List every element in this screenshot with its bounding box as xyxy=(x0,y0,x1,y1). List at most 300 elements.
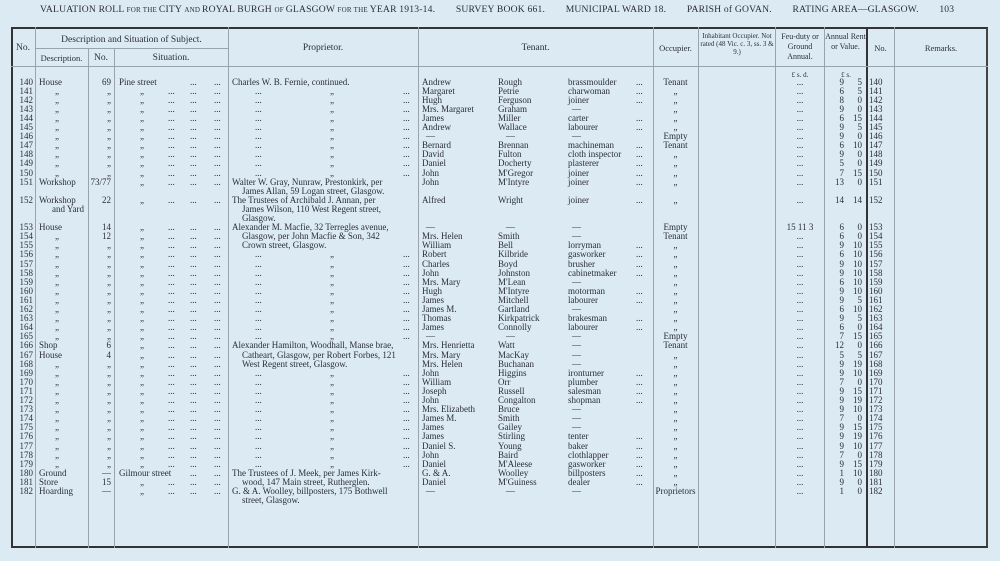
description: „ xyxy=(55,322,59,333)
situation: „ xyxy=(140,458,144,469)
row-number-right: 164 xyxy=(869,322,883,333)
leader-dots: ... xyxy=(403,258,410,269)
row-number: 158 xyxy=(19,267,33,278)
leader-dots: ... xyxy=(168,85,175,96)
leader-dots: ... xyxy=(214,131,221,142)
rent-pounds: 6 xyxy=(839,140,844,151)
leader-dots: ... xyxy=(168,367,175,378)
feu-duty: ... xyxy=(796,140,804,151)
rent-pounds: 9 xyxy=(839,458,844,469)
occupier: Empty xyxy=(663,131,688,142)
feu-duty: ... xyxy=(796,112,804,123)
feu-duty: ... xyxy=(796,476,804,487)
occupier: „ xyxy=(673,276,678,287)
row-number: 170 xyxy=(19,376,33,387)
tenant-surname: MacKay xyxy=(498,349,529,360)
occupier: „ xyxy=(673,267,678,278)
rent-pounds: 9 xyxy=(839,404,844,415)
row-number-right: 156 xyxy=(869,249,883,260)
subject-number: „ xyxy=(107,367,111,378)
title-word: FOR THE xyxy=(337,6,370,14)
tenant-surname: — xyxy=(506,331,515,342)
header-subdivider xyxy=(35,48,228,49)
leader-dots: ... xyxy=(636,440,643,451)
occupier: „ xyxy=(673,176,678,187)
tenant-occupation: — xyxy=(572,358,581,369)
leader-dots: ... xyxy=(190,76,197,87)
leader-dots: ... xyxy=(168,231,175,242)
leader-dots: ... xyxy=(255,122,262,132)
leader-dots: ... xyxy=(168,131,175,142)
leader-dots: ... xyxy=(190,222,197,233)
tenant-surname: Docherty xyxy=(498,158,532,169)
leader-dots: ... xyxy=(255,131,262,142)
row-number: 175 xyxy=(19,422,33,433)
row-number-right: 147 xyxy=(869,140,883,151)
tenant-occupation: joiner xyxy=(568,94,589,105)
rent-pounds: 8 xyxy=(839,94,844,105)
tenant-surname: Mitchell xyxy=(498,294,529,305)
row-number-right: 151 xyxy=(869,176,883,187)
rent-pounds: 13 xyxy=(835,176,844,187)
rent-shillings: 15 xyxy=(853,458,862,469)
feu-duty: ... xyxy=(796,122,804,132)
proprietor-ditto: „ xyxy=(330,304,334,314)
situation: „ xyxy=(140,122,144,132)
tenant-first-name: John xyxy=(422,395,440,405)
leader-dots: ... xyxy=(255,376,262,387)
leader-dots: ... xyxy=(636,167,643,178)
rent-shillings: 15 xyxy=(853,385,862,396)
tenant-occupation: carter xyxy=(568,112,589,123)
tenant-first-name: Joseph xyxy=(422,385,447,396)
rent-pounds: 6 xyxy=(839,249,844,260)
leader-dots: ... xyxy=(636,395,643,405)
col-header-description: Description. xyxy=(40,53,83,63)
row-number: 180 xyxy=(19,467,33,478)
subject-number: „ xyxy=(107,285,111,296)
tenant-first-name: Andrew xyxy=(422,76,451,87)
leader-dots: ... xyxy=(214,331,221,342)
subject-number: „ xyxy=(107,294,111,305)
subject-number: 12 xyxy=(102,231,111,242)
leader-dots: ... xyxy=(190,240,197,251)
leader-dots: ... xyxy=(190,322,197,333)
description: „ xyxy=(55,112,59,123)
rent-shillings: 0 xyxy=(857,176,862,187)
leader-dots: ... xyxy=(168,476,175,487)
row-number: 144 xyxy=(19,112,33,123)
leader-dots: ... xyxy=(403,367,410,378)
proprietor-line: Walter W. Gray, Nunraw, Prestonkirk, per xyxy=(232,176,383,187)
occupier: „ xyxy=(673,322,678,333)
occupier: „ xyxy=(673,376,678,387)
situation: „ xyxy=(140,140,144,151)
row-number: 147 xyxy=(19,140,33,151)
proprietor-ditto: „ xyxy=(330,140,334,151)
col-header-situation: Situation. xyxy=(152,53,190,63)
subject-number: „ xyxy=(107,258,111,269)
situation: „ xyxy=(140,476,144,487)
feu-duty: ... xyxy=(796,313,804,324)
description: House xyxy=(39,349,62,360)
table-row xyxy=(0,178,1000,187)
rent-shillings: 10 xyxy=(853,276,862,287)
tenant-surname: Smith xyxy=(498,413,520,424)
occupier: „ xyxy=(673,349,678,360)
row-number: 148 xyxy=(19,149,33,160)
leader-dots: ... xyxy=(168,486,175,496)
tenant-surname: Kilbride xyxy=(498,249,528,260)
situation: „ xyxy=(140,131,144,142)
rent-pounds: 9 xyxy=(839,149,844,160)
leader-dots: ... xyxy=(168,449,175,460)
tenant-first-name: — xyxy=(426,222,435,233)
proprietor-line: Catheart, Glasgow, per Robert Forbes, 121 xyxy=(242,349,396,360)
leader-dots: ... xyxy=(190,440,197,451)
municipal-ward: MUNICIPAL WARD 18. xyxy=(565,4,667,15)
description: Hoarding xyxy=(39,486,73,496)
situation: „ xyxy=(140,285,144,296)
row-number-right: 159 xyxy=(869,276,883,287)
rent-shillings: 10 xyxy=(853,285,862,296)
rent-shillings: 10 xyxy=(853,258,862,269)
subject-number: „ xyxy=(107,140,111,151)
tenant-surname: Petrie xyxy=(498,85,519,96)
rent-shillings: 10 xyxy=(853,440,862,451)
leader-dots: ... xyxy=(403,122,410,132)
feu-duty: ... xyxy=(796,194,804,205)
leader-dots: ... xyxy=(255,258,262,269)
rent-shillings: 0 xyxy=(857,322,862,333)
leader-dots: ... xyxy=(168,358,175,369)
leader-dots: ... xyxy=(190,304,197,314)
occupier: „ xyxy=(673,440,678,451)
col-header-feu-duty: Feu-duty or Ground Annual. xyxy=(781,32,819,61)
row-number-right: 146 xyxy=(869,131,883,142)
leader-dots: ... xyxy=(403,376,410,387)
subject-number: „ xyxy=(107,313,111,324)
title-word: OF xyxy=(274,6,286,14)
col-header-annual-rent: Annual Rent or Value. xyxy=(825,32,866,51)
tenant-first-name: Mrs. Henrietta xyxy=(422,340,475,351)
subject-number: 4 xyxy=(106,349,111,360)
row-number: 172 xyxy=(19,395,33,405)
tenant-first-name: John xyxy=(422,167,440,178)
leader-dots: ... xyxy=(255,331,262,342)
feu-duty: ... xyxy=(796,340,804,351)
description: „ xyxy=(55,122,59,132)
leader-dots: ... xyxy=(214,103,221,114)
leader-dots: ... xyxy=(214,176,221,187)
subject-number: „ xyxy=(107,267,111,278)
description: „ xyxy=(55,376,59,387)
col-header-no: No. xyxy=(16,43,30,53)
subject-number: „ xyxy=(107,449,111,460)
occupier: „ xyxy=(673,112,678,123)
tenant-occupation: joiner xyxy=(568,194,589,205)
leader-dots: ... xyxy=(403,85,410,96)
tenant-surname: — xyxy=(506,222,515,233)
tenant-first-name: William xyxy=(422,240,452,251)
situation: „ xyxy=(140,258,144,269)
row-number-right: 167 xyxy=(869,349,883,360)
leader-dots: ... xyxy=(403,276,410,287)
description: Store xyxy=(39,476,58,487)
table-row xyxy=(0,487,1000,496)
leader-dots: ... xyxy=(636,285,643,296)
tenant-occupation: lorryman xyxy=(568,240,601,251)
subject-number: „ xyxy=(107,422,111,433)
proprietor-ditto: „ xyxy=(330,395,334,405)
leader-dots: ... xyxy=(214,140,221,151)
occupier: „ xyxy=(673,258,678,269)
row-number-right: 172 xyxy=(869,395,883,405)
leader-dots: ... xyxy=(403,431,410,442)
subject-number: „ xyxy=(107,149,111,160)
description: „ xyxy=(55,149,59,160)
leader-dots: ... xyxy=(255,449,262,460)
occupier: „ xyxy=(673,158,678,169)
leader-dots: ... xyxy=(403,395,410,405)
occupier: „ xyxy=(673,194,678,205)
tenant-first-name: — xyxy=(426,131,435,142)
rent-shillings: 10 xyxy=(853,467,862,478)
description: „ xyxy=(55,167,59,178)
tenant-surname: Higgins xyxy=(498,367,527,378)
description: House xyxy=(39,222,62,233)
subject-number: „ xyxy=(107,103,111,114)
leader-dots: ... xyxy=(214,431,221,442)
situation: „ xyxy=(140,103,144,114)
tenant-first-name: John xyxy=(422,176,440,187)
proprietor-ditto: „ xyxy=(330,404,334,415)
occupier: „ xyxy=(673,395,678,405)
feu-duty: ... xyxy=(796,367,804,378)
leader-dots: ... xyxy=(214,458,221,469)
tenant-first-name: James M. xyxy=(422,413,457,424)
description: „ xyxy=(55,422,59,433)
subject-number: „ xyxy=(107,458,111,469)
feu-duty: ... xyxy=(796,131,804,142)
rent-shillings: 5 xyxy=(857,85,862,96)
feu-duty: ... xyxy=(796,158,804,169)
situation: „ xyxy=(140,313,144,324)
tenant-occupation: motorman xyxy=(568,285,605,296)
leader-dots: ... xyxy=(403,267,410,278)
tenant-first-name: James xyxy=(422,422,444,433)
leader-dots: ... xyxy=(168,340,175,351)
leader-dots: ... xyxy=(214,376,221,387)
proprietor-ditto: „ xyxy=(330,413,334,424)
tenant-first-name: Margaret xyxy=(422,85,455,96)
tenant-occupation: brakesman xyxy=(568,313,607,324)
rent-pounds: 9 xyxy=(839,131,844,142)
leader-dots: ... xyxy=(403,131,410,142)
leader-dots: ... xyxy=(255,304,262,314)
feu-duty: ... xyxy=(796,94,804,105)
leader-dots: ... xyxy=(190,422,197,433)
tenant-occupation: dealer xyxy=(568,476,590,487)
subject-number: „ xyxy=(107,276,111,287)
description: „ xyxy=(55,440,59,451)
tenant-surname: M'Intyre xyxy=(498,285,530,296)
description: House xyxy=(39,76,62,87)
occupier: Tenant xyxy=(663,76,688,87)
rent-shillings: 0 xyxy=(857,486,862,496)
rent-shillings: 5 xyxy=(857,76,862,87)
tenant-occupation: — xyxy=(572,304,581,314)
occupier: „ xyxy=(673,103,678,114)
leader-dots: ... xyxy=(168,376,175,387)
tenant-occupation: — xyxy=(572,413,581,424)
description: „ xyxy=(55,367,59,378)
leader-dots: ... xyxy=(214,385,221,396)
occupier: „ xyxy=(673,385,678,396)
description: „ xyxy=(55,331,59,342)
situation: „ xyxy=(140,176,144,187)
tenant-occupation: — xyxy=(572,276,581,287)
occupier: „ xyxy=(673,313,678,324)
leader-dots: ... xyxy=(168,267,175,278)
tenant-surname: M'Intyre xyxy=(498,176,530,187)
tenant-surname: Rough xyxy=(498,76,523,87)
row-number-right: 166 xyxy=(869,340,883,351)
occupier: „ xyxy=(673,404,678,415)
leader-dots: ... xyxy=(190,231,197,242)
subject-number: „ xyxy=(107,304,111,314)
rent-shillings: 5 xyxy=(857,294,862,305)
feu-duty: ... xyxy=(796,285,804,296)
situation: „ xyxy=(140,385,144,396)
subject-number: „ xyxy=(107,85,111,96)
leader-dots: ... xyxy=(214,112,221,123)
tenant-first-name: Mrs. Margaret xyxy=(422,103,474,114)
tenant-surname: Miller xyxy=(498,112,521,123)
leader-dots: ... xyxy=(190,140,197,151)
row-number: 169 xyxy=(19,367,33,378)
feu-duty: ... xyxy=(796,231,804,242)
leader-dots: ... xyxy=(636,449,643,460)
description: and Yard xyxy=(52,203,85,214)
tenant-occupation: shopman xyxy=(568,395,601,405)
description: „ xyxy=(55,131,59,142)
rent-pounds: 6 xyxy=(839,112,844,123)
proprietor-line: street, Glasgow. xyxy=(242,495,300,506)
description: Ground xyxy=(39,467,67,478)
situation: „ xyxy=(140,349,144,360)
leader-dots: ... xyxy=(214,467,221,478)
row-number-right: 165 xyxy=(869,331,883,342)
rent-pounds: 12 xyxy=(835,340,844,351)
description: „ xyxy=(55,85,59,96)
description: „ xyxy=(55,385,59,396)
leader-dots: ... xyxy=(168,285,175,296)
rent-shillings: 15 xyxy=(853,112,862,123)
leader-dots: ... xyxy=(214,149,221,160)
leader-dots: ... xyxy=(214,158,221,169)
tenant-occupation: tenter xyxy=(568,431,589,442)
feu-duty: ... xyxy=(796,440,804,451)
proprietor-ditto: „ xyxy=(330,103,334,114)
leader-dots: ... xyxy=(190,167,197,178)
situation: „ xyxy=(140,231,144,242)
leader-dots: ... xyxy=(636,194,643,205)
col-header-inhabitant-occupier: Inhabitant Occupier. Not rated (48 Vic. c. 3, ss. 3 & 9.) xyxy=(700,32,774,56)
rent-pounds: 6 xyxy=(839,222,844,233)
description: „ xyxy=(55,285,59,296)
tenant-first-name: Daniel xyxy=(422,458,446,469)
row-number: 173 xyxy=(19,404,33,415)
table-row xyxy=(0,205,1000,214)
rating-area: RATING AREA—GLASGOW. xyxy=(792,4,919,15)
tenant-surname: Wright xyxy=(498,194,524,205)
leader-dots: ... xyxy=(214,222,221,233)
row-number: 166 xyxy=(19,340,33,351)
rent-pounds: 6 xyxy=(839,231,844,242)
leader-dots: ... xyxy=(255,167,262,178)
leader-dots: ... xyxy=(255,458,262,469)
leader-dots: ... xyxy=(403,167,410,178)
row-number: 179 xyxy=(19,458,33,469)
proprietor-line: The Trustees of Archibald J. Annan, per xyxy=(232,194,376,205)
subject-number: 69 xyxy=(102,76,111,87)
leader-dots: ... xyxy=(255,322,262,333)
tenant-surname: M'Lean xyxy=(498,276,526,287)
tenant-first-name: Mrs. Helen xyxy=(422,231,463,242)
leader-dots: ... xyxy=(403,385,410,396)
row-number-right: 170 xyxy=(869,376,883,387)
leader-dots: ... xyxy=(636,94,643,105)
description: „ xyxy=(55,294,59,305)
tenant-occupation: — xyxy=(572,331,581,342)
proprietor-ditto: „ xyxy=(330,131,334,142)
leader-dots: ... xyxy=(403,149,410,160)
situation: „ xyxy=(140,276,144,287)
rent-shillings: 19 xyxy=(853,358,862,369)
row-number-right: 140 xyxy=(869,76,883,87)
leader-dots: ... xyxy=(636,367,643,378)
row-number: 164 xyxy=(19,322,33,333)
leader-dots: ... xyxy=(255,413,262,424)
occupier: „ xyxy=(673,431,678,442)
tenant-surname: — xyxy=(506,131,515,142)
subject-number: „ xyxy=(107,376,111,387)
rent-shillings: 0 xyxy=(857,340,862,351)
leader-dots: ... xyxy=(190,149,197,160)
tenant-first-name: William xyxy=(422,376,452,387)
row-number-right: 144 xyxy=(869,112,883,123)
occupier: „ xyxy=(673,85,678,96)
leader-dots: ... xyxy=(214,122,221,132)
rent-shillings: 5 xyxy=(857,122,862,132)
rent-pounds: 7 xyxy=(839,449,844,460)
rent-shillings: 0 xyxy=(857,231,862,242)
leader-dots: ... xyxy=(214,358,221,369)
tenant-surname: Kirkpatrick xyxy=(498,313,540,324)
proprietor-line: G. & A. Woolley, billposters, 175 Bothwell xyxy=(232,486,388,496)
leader-dots: ... xyxy=(255,385,262,396)
occupier: „ xyxy=(673,149,678,160)
subject-number: „ xyxy=(107,249,111,260)
row-number-right: 150 xyxy=(869,167,883,178)
tenant-occupation: charwoman xyxy=(568,85,610,96)
leader-dots: ... xyxy=(214,276,221,287)
situation: „ xyxy=(140,194,144,205)
leader-dots: ... xyxy=(403,249,410,260)
proprietor-ditto: „ xyxy=(330,322,334,333)
leader-dots: ... xyxy=(403,458,410,469)
